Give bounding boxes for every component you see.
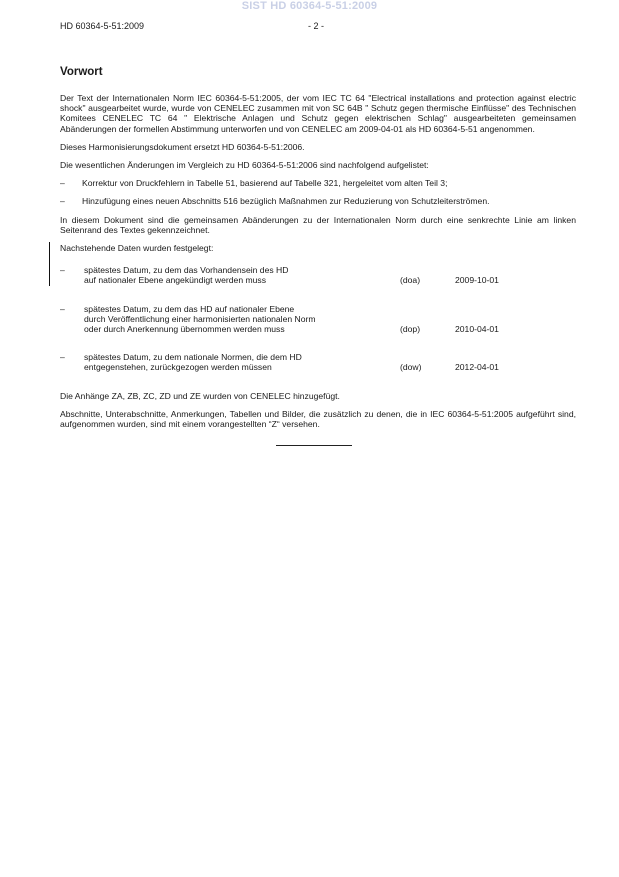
dash-marker: – (60, 196, 65, 207)
change-item-text: Hinzufügung eines neuen Abschnitts 516 bezüglich Maßnahmen zur Reduzierung von Schutzleiterströmen. (82, 196, 490, 207)
date-description-line: spätestes Datum, zu dem das HD auf nationaler Ebene (84, 303, 295, 314)
date-description-line: durch Veröffentlichung einer harmonisierten nationalen Norm (84, 313, 316, 324)
paragraph-replaces: Dieses Harmonisierungsdokument ersetzt HD 60364-5-51:2006. (60, 141, 305, 152)
document-id: HD 60364-5-51:2009 (60, 21, 145, 31)
date-abbreviation: (doa) (400, 275, 421, 286)
date-description (84, 304, 384, 335)
date-row-doa (60, 265, 576, 285)
date-row-dow (60, 352, 576, 372)
date-abbreviation: (dow) (400, 362, 422, 373)
dash-marker: – (60, 265, 65, 276)
date-description (84, 352, 384, 372)
dash-marker: – (60, 303, 65, 314)
date-abbreviation: (dop) (400, 324, 421, 335)
paragraph-common-modifications: In diesem Dokument sind die gemeinsamen Abänderungen zu der Internationalen Norm durch eine senkrechte Linie am linken Seitenrand des Textes gekennzeichnet. (60, 214, 576, 235)
change-item (60, 178, 576, 188)
foreword-section (60, 66, 576, 446)
paragraph-changes-intro: Die wesentlichen Änderungen im Vergleich zu HD 60364-5-51:2006 sind nachfolgend aufgelistet: (60, 160, 429, 171)
date-value: 2009-10-01 (455, 275, 499, 286)
date-description-line: spätestes Datum, zu dem das Vorhandensein des HD (84, 265, 289, 276)
section-title: Vorwort (60, 66, 103, 78)
date-description-line: entgegenstehen, zurückgezogen werden müssen (84, 362, 272, 373)
paragraph-z-marking: Abschnitte, Unterabschnitte, Anmerkungen, Tabellen und Bilder, die zusätzlich zu denen, die in IEC 60364-5-51:2005 aufgeführt sind, aufgenommen wurden, sind mit einem vorangestellten “Z“ versehen. (60, 408, 576, 430)
dash-marker: – (60, 178, 65, 189)
date-description (84, 265, 384, 285)
watermark: SIST HD 60364-5-51:2009 (241, 0, 378, 12)
date-description-line: auf nationaler Ebene angekündigt werden muss (84, 275, 267, 286)
date-value: 2012-04-01 (455, 362, 499, 373)
paragraph-intro: Der Text der Internationalen Norm IEC 60364-5-51:2005, der vom IEC TC 64 "Electrical installations and protection against electric shock" ausgearbeitet wurde, wurde von CENELEC zusammen mit von SC 64B " Schutz gegen thermische Einflüsse" des Technischen Komitees CENELEC TC 64 " Elektrische Anlagen und Schutz gegen elektrischen Schlag" ausgearbeiteten gemeinsamen Abänderungen der formellen Abstimmung unterworfen und von CENELEC am 2009-04-01 als HD 60364-5-51 angenommen. (60, 93, 576, 134)
change-marker-line (49, 242, 50, 286)
paragraph-dates-intro: Nachstehende Daten wurden festgelegt: (60, 243, 214, 254)
paragraph-annexes: Die Anhänge ZA, ZB, ZC, ZD und ZE wurden von CENELEC hinzugefügt. (60, 390, 340, 401)
dates-list (60, 265, 576, 372)
dash-marker: – (60, 352, 65, 363)
date-description-line: spätestes Datum, zu dem nationale Normen, die dem HD (84, 352, 302, 363)
page-number: - 2 - (308, 21, 325, 31)
closing-rule (276, 445, 352, 446)
date-row-dop (60, 304, 576, 335)
date-description-line: oder durch Anerkennung übernommen werden muss (84, 324, 285, 335)
change-item-text: Korrektur von Druckfehlern in Tabelle 51, basierend auf Tabelle 321, hergeleitet vom alten Teil 3; (82, 178, 448, 189)
change-item (60, 196, 576, 206)
date-value: 2010-04-01 (455, 324, 499, 335)
